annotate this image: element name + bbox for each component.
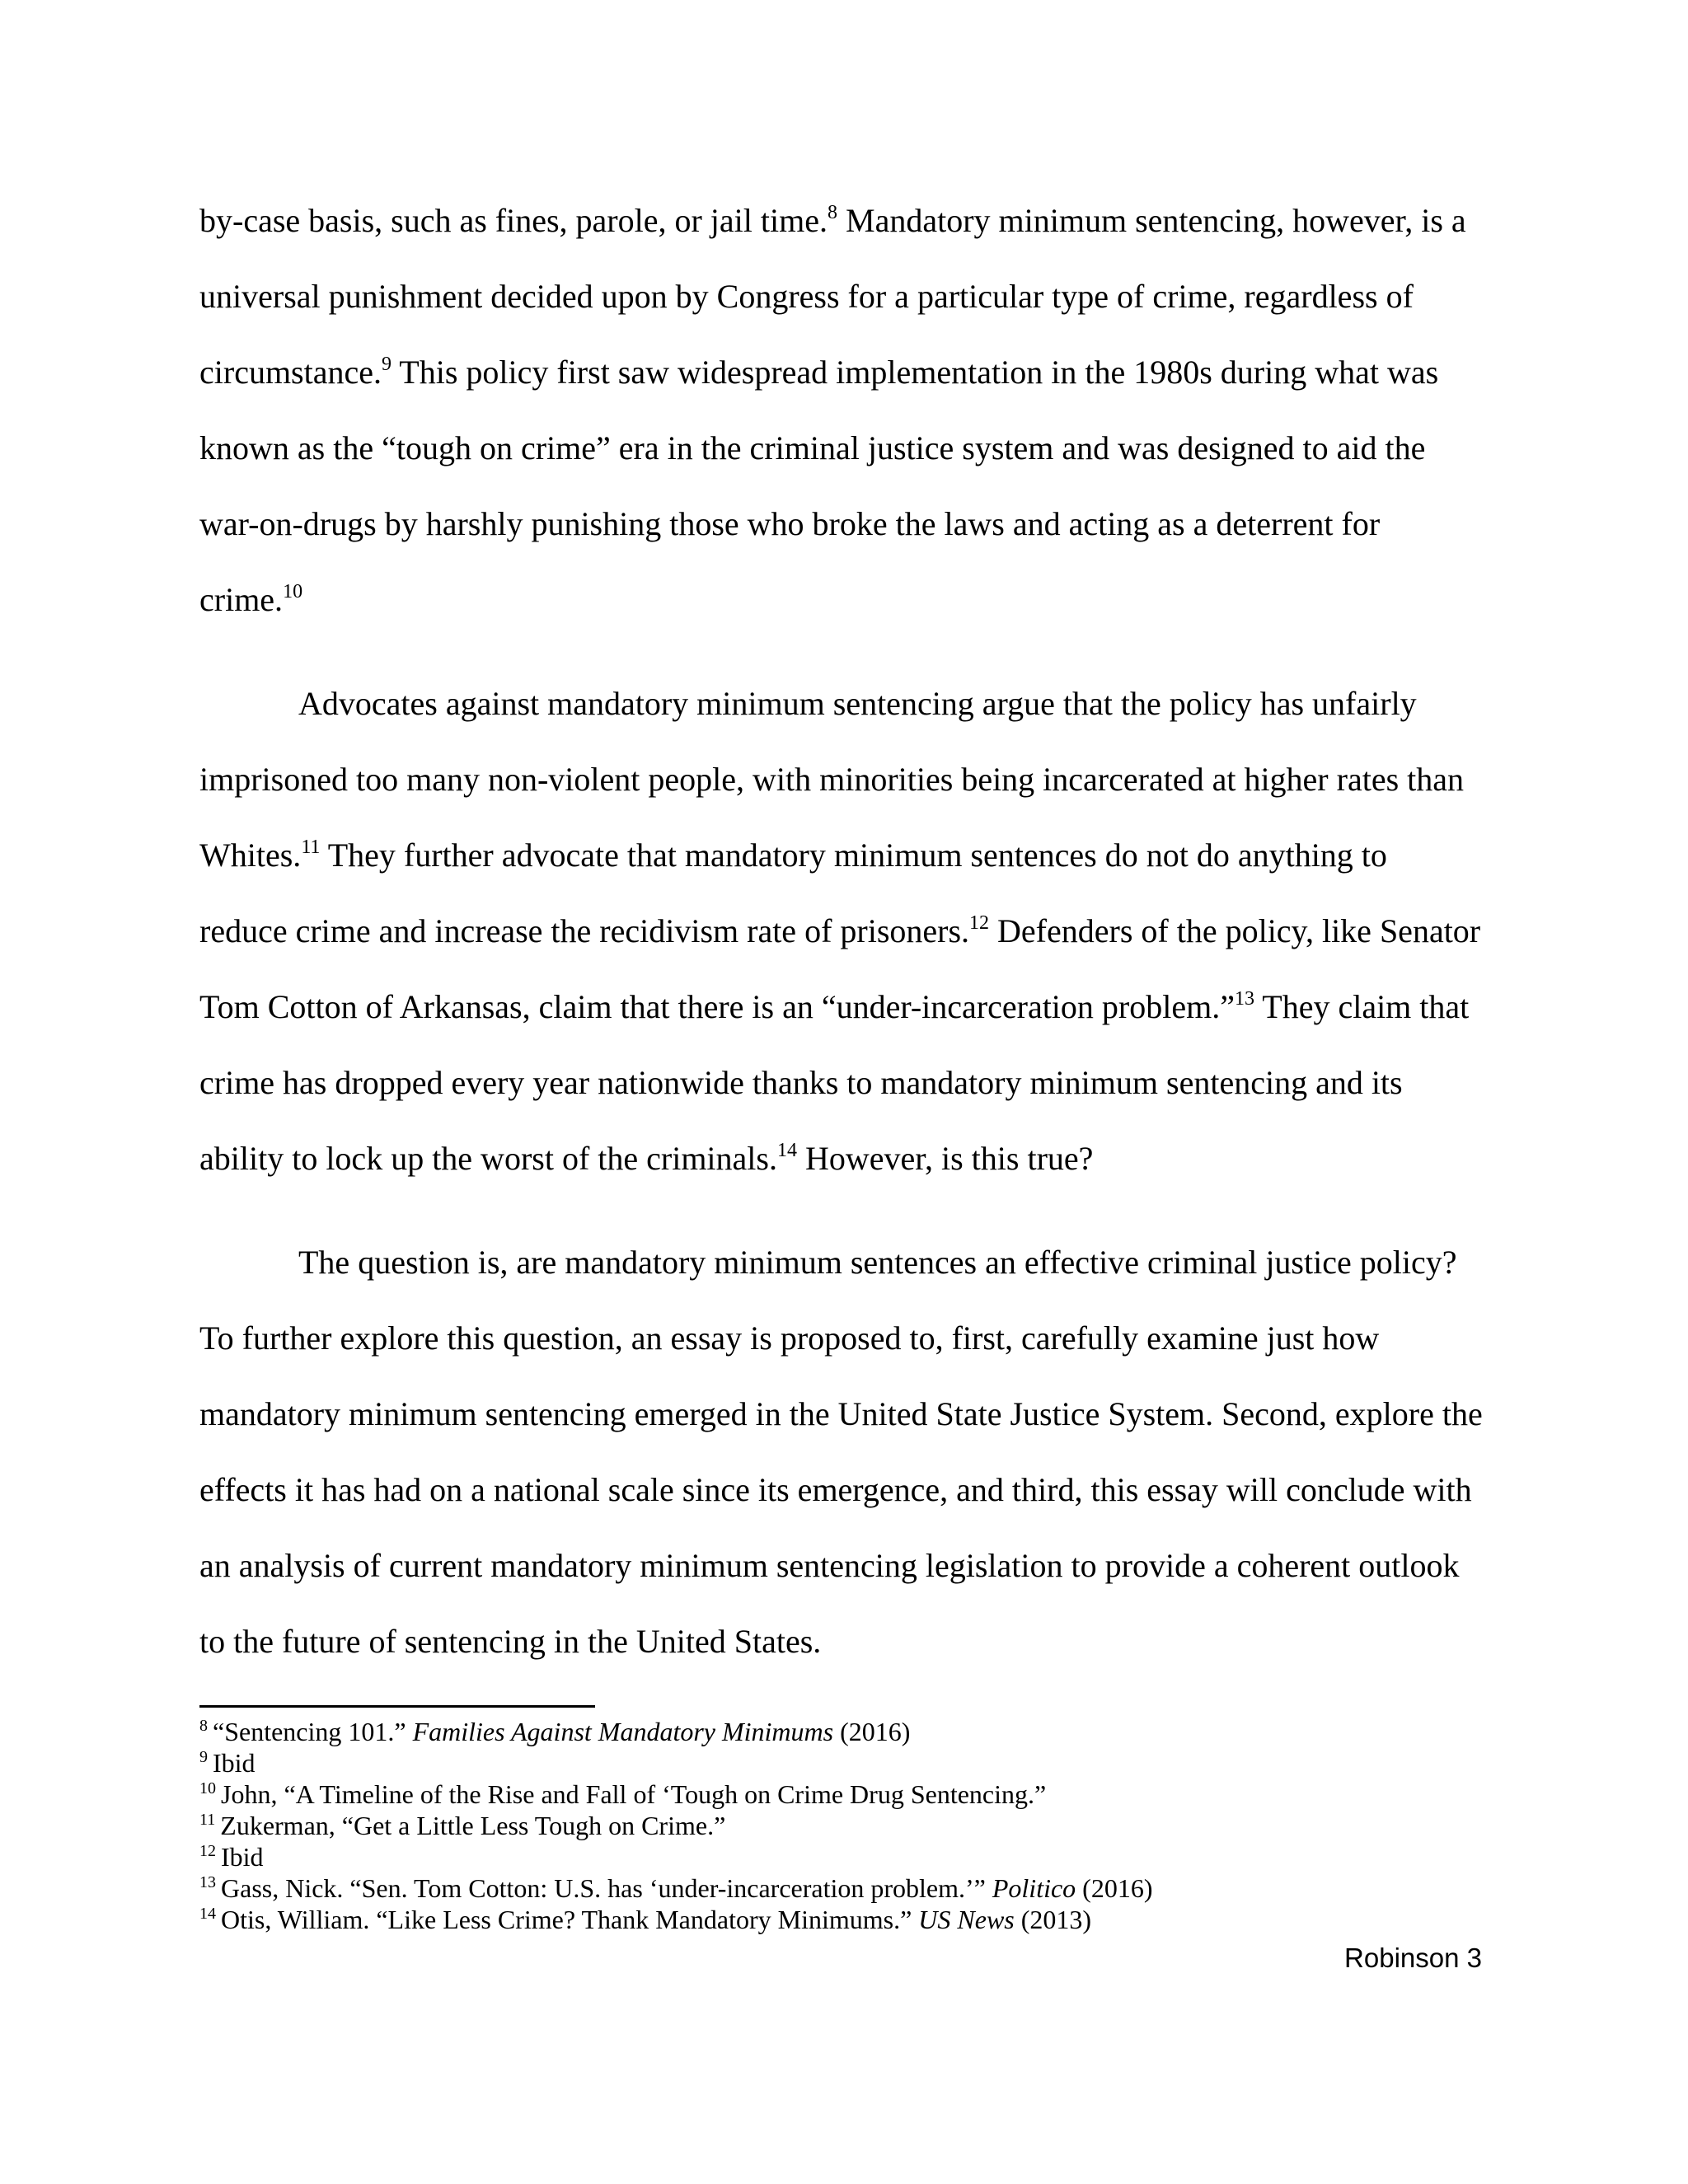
text-line: universal punishment decided upon by Congress for a particular type of crime, regardless of [199, 278, 1414, 315]
text-line: war-on-drugs by harshly punishing those who broke the laws and acting as a deterrent for [199, 505, 1381, 542]
body-text [199, 194, 1502, 1691]
citation-title: Politico [992, 1873, 1076, 1903]
text-line: by-case basis, such as fines, parole, or jail time.$^8$ Mandatory minimum sentencing, however, is a [199, 202, 1466, 239]
citation-title: Families Against Mandatory Minimums [412, 1717, 834, 1746]
footnote-number: 13 [199, 1873, 216, 1891]
paragraph-gap [199, 649, 1502, 677]
text-line: mandatory minimum sentencing emerged in the United State Justice System. Second, explore the [199, 1395, 1483, 1432]
footnote-ref[interactable]: 11 [301, 837, 321, 858]
footnote-ref[interactable]: 8 [828, 202, 837, 223]
text-line: imprisoned too many non-violent people, with minorities being incarcerated at higher rates than [199, 761, 1465, 798]
text-line: effects it has had on a national scale since its emergence, and third, this essay will conclude with [199, 1471, 1472, 1508]
text-line: circumstance.$^9$ This policy first saw widespread implementation in the 1980s during what was [199, 354, 1439, 391]
footnote: $^{13}$ Gass, Nick. “Sen. Tom Cotton: U.S. has ‘under-incarceration problem.’” Politico (2016) [199, 1873, 1153, 1903]
footnote-number: 8 [199, 1717, 208, 1735]
text-line: Advocates against mandatory minimum sentencing argue that the policy has unfairly [298, 685, 1417, 722]
text-line: reduce crime and increase the recidivism rate of prisoners.$^{12}$ Defenders of the policy, like Senator [199, 912, 1481, 949]
paragraph-gap [199, 1208, 1502, 1236]
footnote: $^{10}$ John, “A Timeline of the Rise and Fall of ‘Tough on Crime Drug Sentencing.” [199, 1779, 1047, 1809]
footnote-ref[interactable]: 12 [969, 912, 990, 934]
paragraph-2 [199, 677, 1502, 1208]
footnote: $^{11}$ Zukerman, “Get a Little Less Tough on Crime.” [199, 1811, 726, 1840]
footnote: $^{14}$ Otis, William. “Like Less Crime? Thank Mandatory Minimums.” US News (2013) [199, 1905, 1092, 1934]
footnote-number: 9 [199, 1748, 208, 1766]
footnotes [199, 1716, 1502, 1935]
text-line: an analysis of current mandatory minimum sentencing legislation to provide a coherent outlook [199, 1547, 1460, 1584]
footnote-separator [199, 1705, 595, 1708]
text-line: Whites.$^{11}$ They further advocate that mandatory minimum sentences do not do anything to [199, 837, 1387, 874]
page-number: Robinson 3 [1344, 1943, 1482, 1973]
text-line: To further explore this question, an essay is proposed to, first, carefully examine just how [199, 1319, 1380, 1357]
text-line: The question is, are mandatory minimum sentences an effective criminal justice policy? [298, 1244, 1457, 1281]
text-line: known as the “tough on crime” era in the criminal justice system and was designed to aid the [199, 429, 1426, 466]
text-line: ability to lock up the worst of the criminals.$^{14}$ However, is this true? [199, 1140, 1094, 1177]
paragraph-1 [199, 194, 1502, 649]
footnote-ref[interactable]: 9 [382, 354, 392, 375]
citation-title: US News [918, 1905, 1015, 1934]
footnote: $^9$ Ibid [199, 1748, 256, 1778]
text-line: crime.$^{10}$ [199, 581, 303, 618]
footnote-ref[interactable]: 13 [1234, 988, 1254, 1010]
footnote: $^8$ “Sentencing 101.” Families Against Mandatory Minimums (2016) [199, 1717, 911, 1746]
text-line: Tom Cotton of Arkansas, claim that there is an “under-incarceration problem.”$^{13}$ They claim that [199, 988, 1470, 1025]
footnote-ref[interactable]: 10 [283, 581, 303, 602]
text-line: to the future of sentencing in the United States. [199, 1623, 822, 1660]
footnote: $^{12}$ Ibid [199, 1842, 264, 1872]
footnote-number: 12 [199, 1842, 216, 1860]
footnote-ref[interactable]: 14 [776, 1140, 797, 1161]
footnote-number: 11 [199, 1811, 216, 1829]
footnote-number: 14 [199, 1905, 216, 1923]
text-line: crime has dropped every year nationwide thanks to mandatory minimum sentencing and its [199, 1064, 1403, 1101]
footnote-number: 10 [199, 1779, 216, 1797]
paragraph-3 [199, 1236, 1502, 1691]
